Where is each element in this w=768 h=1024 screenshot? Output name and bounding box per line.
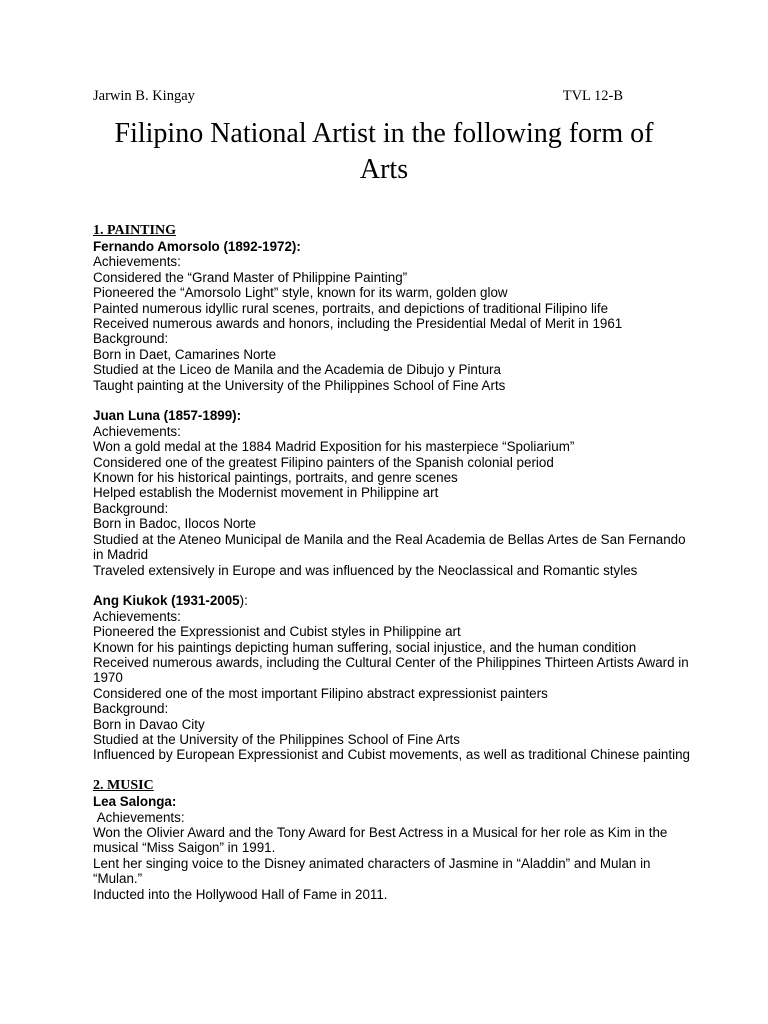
document-title: Filipino National Artist in the following form of Arts [114, 118, 654, 185]
artist-detail-line: Background: [93, 701, 169, 717]
document-body [93, 223, 693, 917]
artist-detail-line: Achievements: [93, 608, 181, 624]
artist-detail-line: Inducted into the Hollywood Hall of Fame in 2011. [93, 886, 388, 902]
art-category [93, 223, 693, 763]
artist-detail-line: Traveled extensively in Europe and was influenced by the Neoclassical and Romantic styles [93, 562, 638, 578]
art-category [93, 778, 693, 902]
artist-name-line [93, 408, 693, 423]
artist-detail-line: Studied at the Ateneo Municipal de Manila and the Real Academia de Bellas Artes de San Fernando in Madrid [93, 531, 686, 563]
artist-detail-line: Known for his paintings depicting human suffering, social injustice, and the human condition [93, 639, 637, 655]
artist-detail-line: Considered one of the greatest Filipino painters of the Spanish colonial period [93, 454, 554, 470]
artist-detail-line: Achievements: [93, 809, 185, 825]
artist-detail-line: Lent her singing voice to the Disney animated characters of Jasmine in “Aladdin” and Mulan in “Mulan.” [93, 855, 651, 887]
artist-detail-line: Pioneered the “Amorsolo Light” style, known for its warm, golden glow [93, 285, 508, 301]
artist-detail-line: Considered one of the most important Filipino abstract expressionist painters [93, 685, 548, 701]
artist-detail-line: Painted numerous idyllic rural scenes, portraits, and depictions of traditional Filipino life [93, 300, 609, 316]
artist-name-line [93, 794, 693, 809]
artist-detail-line: Born in Davao City [93, 716, 205, 732]
artist-name-line [93, 593, 693, 608]
artist-detail-line: Studied at the University of the Philippines School of Fine Arts [93, 731, 460, 747]
artist-detail-line: Pioneered the Expressionist and Cubist styles in Philippine art [93, 624, 461, 640]
artist-entry [93, 593, 693, 762]
artist-detail-line: Received numerous awards, including the Cultural Center of the Philippines Thirteen Artists Award in 1970 [93, 654, 689, 686]
author-name: Jarwin B. Kingay [93, 88, 195, 104]
artist-detail-line: Taught painting at the University of the Philippines School of Fine Arts [93, 377, 506, 393]
artist-detail-line: Born in Badoc, Ilocos Norte [93, 516, 257, 532]
artist-detail-line: Background: [93, 500, 169, 516]
artist-name: Lea Salonga: [93, 794, 177, 810]
artist-name: Fernando Amorsolo (1892-1972): [93, 239, 301, 254]
artist-detail-line: Born in Daet, Camarines Norte [93, 346, 277, 362]
artist-detail-line: Won a gold medal at the 1884 Madrid Exposition for his masterpiece “Spoliarium” [93, 439, 575, 455]
artist-detail-line: Known for his historical paintings, portraits, and genre scenes [93, 470, 458, 486]
artist-detail-line: Received numerous awards and honors, including the Presidential Medal of Merit in 1961 [93, 316, 623, 332]
artist-detail-line: Helped establish the Modernist movement in Philippine art [93, 485, 439, 501]
artist-name: Juan Luna (1857-1899): [93, 408, 242, 424]
artist-detail-line: Achievements: [93, 423, 181, 439]
category-heading: 1. PAINTING [93, 223, 176, 238]
artist-name: Ang Kiukok (1931-2005 [93, 593, 240, 609]
artist-detail-line: Studied at the Liceo de Manila and the Academia de Dibujo y Pintura [93, 362, 501, 378]
artist-entry [93, 239, 693, 393]
artist-entry [93, 408, 693, 577]
artist-detail-line: Background: [93, 331, 169, 347]
category-heading: 2. MUSIC [93, 778, 154, 794]
artist-entry [93, 794, 693, 902]
class-section: TVL 12-B [562, 88, 623, 104]
artist-detail-line: Considered the “Grand Master of Philippine Painting” [93, 269, 408, 285]
artist-detail-line: Achievements: [93, 254, 181, 270]
artist-detail-line: Won the Olivier Award and the Tony Award for Best Actress in a Musical for her role as Kim in the musical “Miss Saigon” in 1991. [93, 824, 668, 856]
artist-name-suffix: ): [239, 593, 248, 609]
artist-name-line [93, 239, 693, 254]
artist-detail-line: Influenced by European Expressionist and Cubist movements, as well as traditional Chinese painting [93, 747, 690, 763]
